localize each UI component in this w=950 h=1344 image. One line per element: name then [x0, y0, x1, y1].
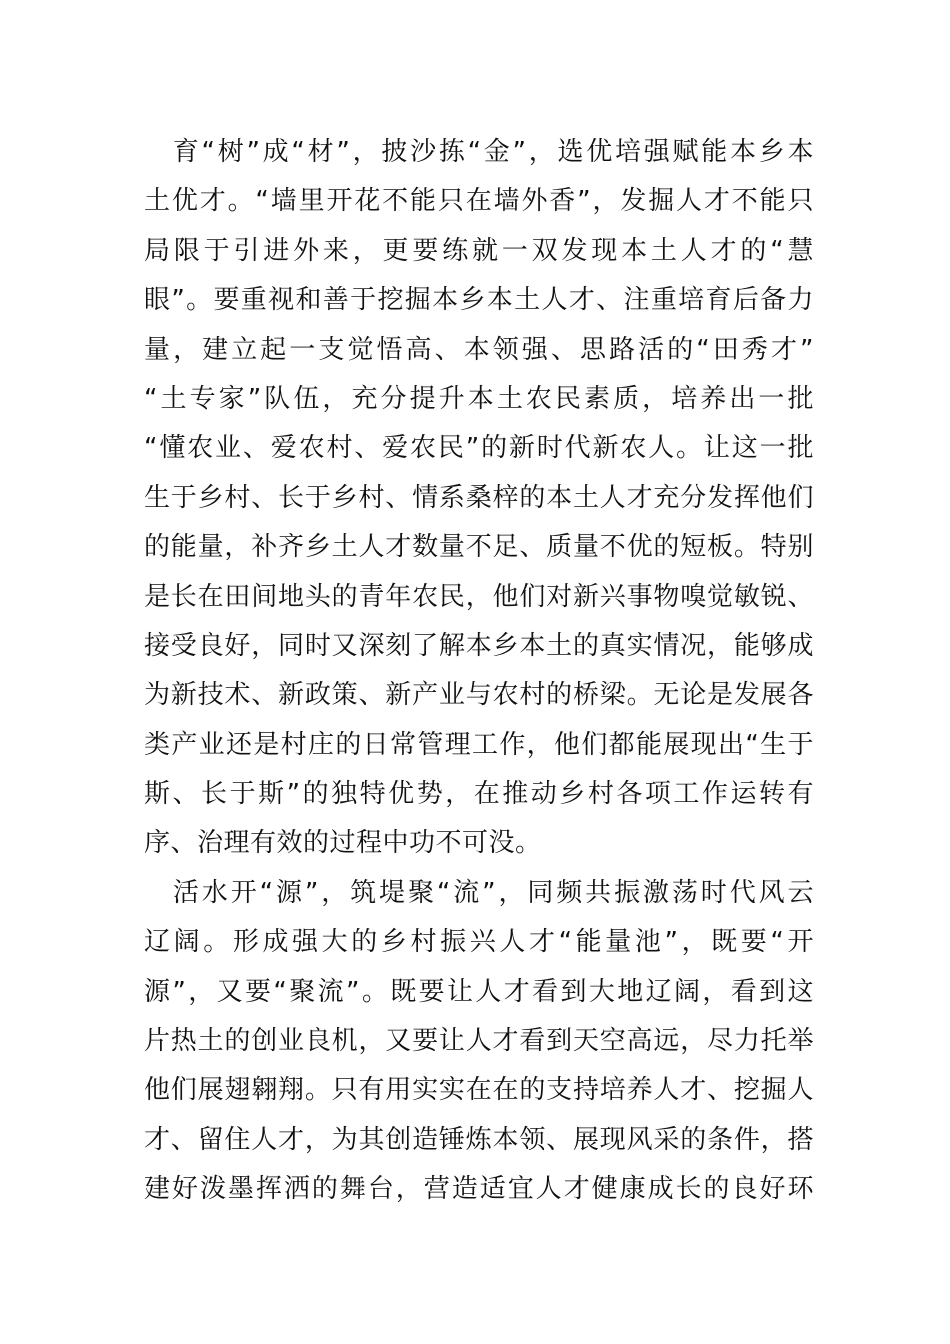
- paragraph-line: 生于乡村、长于乡村、情系桑梓的本土人才充分发挥他们: [144, 482, 814, 513]
- paragraph-line: 类产业还是村庄的日常管理工作，他们都能展现出“生于: [144, 729, 814, 760]
- paragraph-2: [144, 869, 814, 1215]
- paragraph-line: 土优才。“墙里开花不能只在墙外香”，发掘人才不能只: [144, 186, 814, 217]
- paragraph-line: “土专家”队伍，充分提升本土农民素质，培养出一批: [144, 383, 814, 414]
- paragraph-line: 量，建立起一支觉悟高、本领强、思路活的“田秀才”: [144, 334, 814, 365]
- paragraph-line: 是长在田间地头的青年农民，他们对新兴事物嗅觉敏锐、: [144, 581, 814, 612]
- paragraph-line: 接受良好，同时又深刻了解本乡本土的真实情况，能够成: [144, 630, 814, 661]
- document-body: [144, 128, 814, 1215]
- paragraph-line: 的能量，补齐乡土人才数量不足、质量不优的短板。特别: [144, 532, 814, 563]
- paragraph-line: 才、留住人才，为其创造锤炼本领、展现风采的条件，搭: [144, 1124, 814, 1155]
- paragraph-line: 为新技术、新政策、新产业与农村的桥梁。无论是发展各: [144, 680, 814, 711]
- paragraph-line: 他们展翅翱翔。只有用实实在在的支持培养人才、挖掘人: [144, 1075, 814, 1106]
- paragraph-line: 活水开“源”，筑堤聚“流”，同频共振激荡时代风云: [144, 877, 814, 908]
- paragraph-line: 序、治理有效的过程中功不可没。: [144, 828, 542, 859]
- paragraph-line: 片热土的创业良机，又要让人才看到天空高远，尽力托举: [144, 1026, 814, 1057]
- paragraph-line: “懂农业、爱农村、爱农民”的新时代新农人。让这一批: [144, 433, 814, 464]
- paragraph-line: 斯、长于斯”的独特优势，在推动乡村各项工作运转有: [144, 779, 814, 810]
- paragraph-line: 源”，又要“聚流”。既要让人才看到大地辽阔，看到这: [144, 976, 814, 1007]
- paragraph-line: 眼”。要重视和善于挖掘本乡本土人才、注重培育后备力: [144, 285, 814, 316]
- paragraph-1: [144, 128, 814, 869]
- paragraph-line: 局限于引进外来，更要练就一双发现本土人才的“慧: [144, 235, 814, 266]
- paragraph-line: 育“树”成“材”，披沙拣“金”，选优培强赋能本乡本: [144, 137, 814, 167]
- paragraph-line: 辽阔。形成强大的乡村振兴人才“能量池”，既要“开: [144, 927, 814, 958]
- paragraph-line: 建好泼墨挥洒的舞台，营造适宜人才健康成长的良好环: [144, 1174, 814, 1205]
